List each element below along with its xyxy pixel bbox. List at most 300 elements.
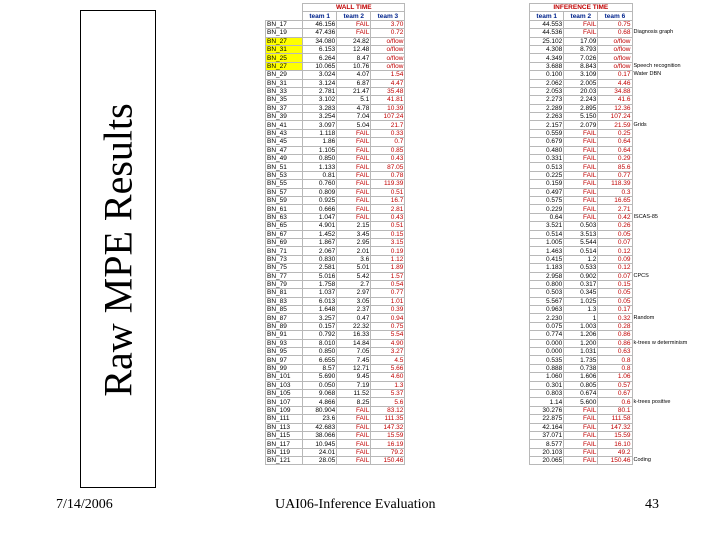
wall-time-cell: 1.867 <box>303 238 337 246</box>
table-row <box>266 138 720 146</box>
inference-time-cell: o/flow <box>598 62 632 70</box>
inference-time-cell: 25.102 <box>530 37 564 45</box>
category-note <box>632 20 720 28</box>
inference-time-cell: FAIL <box>564 20 598 28</box>
wall-time-cell: 1.758 <box>303 280 337 288</box>
wall-time-cell: 1.648 <box>303 306 337 314</box>
wall-time-cell: o/flow <box>371 45 405 53</box>
inference-time-cell: FAIL <box>564 129 598 137</box>
table-row <box>266 440 720 448</box>
row-gap <box>405 264 530 272</box>
wall-time-cell: 5.37 <box>371 389 405 397</box>
network-name-cell: BN_99 <box>266 364 303 372</box>
inference-time-cell: 3.513 <box>564 230 598 238</box>
table-row <box>266 196 720 204</box>
wall-time-cell: 4.901 <box>303 222 337 230</box>
inference-time-cell: 20.065 <box>530 457 564 465</box>
table-row <box>266 322 720 330</box>
network-name-cell: BN_115 <box>266 431 303 439</box>
table-row <box>266 180 720 188</box>
wall-time-cell: 0.792 <box>303 331 337 339</box>
inference-time-cell: 41.6 <box>598 96 632 104</box>
inference-time-cell: 0.514 <box>530 230 564 238</box>
wall-time-cell: 12.71 <box>337 364 371 372</box>
wall-time-cell: 2.95 <box>337 238 371 246</box>
category-note <box>632 238 720 246</box>
row-gap <box>405 373 530 381</box>
category-note <box>632 289 720 297</box>
inference-time-cell: 2.71 <box>598 205 632 213</box>
network-name-cell: BN_65 <box>266 222 303 230</box>
wall-time-cell: 1.3 <box>371 381 405 389</box>
category-note <box>632 54 720 62</box>
wall-time-cell: 83.12 <box>371 406 405 414</box>
header-gap <box>405 4 530 12</box>
network-name-cell: BN_71 <box>266 247 303 255</box>
header-spacer <box>266 4 303 12</box>
category-note <box>632 348 720 356</box>
wall-time-cell: FAIL <box>337 138 371 146</box>
column-header: team 1 <box>530 12 564 20</box>
inference-time-cell: 17.09 <box>564 37 598 45</box>
inference-time-cell: 0.28 <box>598 322 632 330</box>
inference-time-cell: 37.071 <box>530 431 564 439</box>
table-row <box>266 79 720 87</box>
table-row <box>266 29 720 37</box>
network-name-cell: BN_53 <box>266 171 303 179</box>
inference-time-cell: 0.503 <box>564 222 598 230</box>
wall-time-cell: 0.050 <box>303 381 337 389</box>
wall-time-cell: 6.013 <box>303 297 337 305</box>
wall-time-cell: 80.904 <box>303 406 337 414</box>
table-body <box>266 20 720 465</box>
wall-time-cell: 1.54 <box>371 71 405 79</box>
row-gap <box>405 322 530 330</box>
network-name-cell: BN_33 <box>266 87 303 95</box>
table-row <box>266 247 720 255</box>
inference-time-cell: FAIL <box>564 29 598 37</box>
row-gap <box>405 423 530 431</box>
table-row <box>266 264 720 272</box>
wall-time-cell: 4.78 <box>337 104 371 112</box>
wall-time-cell: 5.42 <box>337 272 371 280</box>
wall-time-cell: 11.52 <box>337 389 371 397</box>
row-gap <box>405 398 530 406</box>
wall-time-header: WALL TIME <box>303 4 405 12</box>
table-row <box>266 87 720 95</box>
wall-time-cell: 79.2 <box>371 448 405 456</box>
wall-time-cell: 3.102 <box>303 96 337 104</box>
wall-time-cell: 6.153 <box>303 45 337 53</box>
inference-time-cell: 2.053 <box>530 87 564 95</box>
table-row <box>266 238 720 246</box>
inference-time-cell: 0.805 <box>564 381 598 389</box>
inference-time-cell: 8.577 <box>530 440 564 448</box>
table-row <box>266 356 720 364</box>
inference-time-cell: FAIL <box>564 440 598 448</box>
category-note <box>632 79 720 87</box>
row-gap <box>405 129 530 137</box>
table-row <box>266 222 720 230</box>
inference-time-cell: 0.533 <box>564 264 598 272</box>
wall-time-cell: 47.436 <box>303 29 337 37</box>
wall-time-cell: 1.047 <box>303 213 337 221</box>
inference-time-cell: 0.159 <box>530 180 564 188</box>
inference-time-cell: 0.75 <box>598 20 632 28</box>
category-note <box>632 96 720 104</box>
column-header: team 3 <box>371 12 405 20</box>
inference-time-cell: 0.17 <box>598 306 632 314</box>
inference-time-cell: 7.026 <box>564 54 598 62</box>
row-gap <box>405 348 530 356</box>
inference-time-cell: 1.2 <box>564 255 598 263</box>
row-gap <box>405 163 530 171</box>
inference-time-cell: FAIL <box>564 146 598 154</box>
wall-time-cell: 22.32 <box>337 322 371 330</box>
table-row <box>266 205 720 213</box>
row-gap <box>405 415 530 423</box>
inference-time-cell: 1 <box>564 314 598 322</box>
category-note <box>632 129 720 137</box>
wall-time-cell: 0.85 <box>371 146 405 154</box>
network-name-cell: BN_107 <box>266 398 303 406</box>
inference-time-cell: 147.32 <box>598 423 632 431</box>
header-note-spacer <box>632 4 720 12</box>
inference-time-cell: 34.88 <box>598 87 632 95</box>
inference-time-cell: 1.060 <box>530 373 564 381</box>
table-row <box>266 448 720 456</box>
inference-time-cell: FAIL <box>564 205 598 213</box>
inference-time-cell: 1.031 <box>564 348 598 356</box>
inference-time-cell: 0.575 <box>530 196 564 204</box>
inference-time-cell: 1.606 <box>564 373 598 381</box>
wall-time-cell: 28.05 <box>303 457 337 465</box>
inference-time-cell: 0.12 <box>598 247 632 255</box>
network-name-cell: BN_97 <box>266 356 303 364</box>
row-gap <box>405 104 530 112</box>
wall-time-cell: 119.39 <box>371 180 405 188</box>
wall-time-cell: 5.016 <box>303 272 337 280</box>
network-name-cell: BN_61 <box>266 205 303 213</box>
row-gap <box>405 331 530 339</box>
inference-time-cell: FAIL <box>564 163 598 171</box>
inference-time-cell: 2.263 <box>530 113 564 121</box>
category-note <box>632 188 720 196</box>
inference-time-cell: 0.42 <box>598 213 632 221</box>
wall-time-cell: 3.283 <box>303 104 337 112</box>
inference-time-cell: 0.535 <box>530 356 564 364</box>
table-row <box>266 398 720 406</box>
wall-time-cell: 2.781 <box>303 87 337 95</box>
wall-time-cell: 0.925 <box>303 196 337 204</box>
inference-time-cell: 0.57 <box>598 381 632 389</box>
table-row <box>266 62 720 70</box>
footer-title: UAI06-Inference Evaluation <box>275 497 436 512</box>
inference-time-cell: 3.688 <box>530 62 564 70</box>
network-name-cell: BN_45 <box>266 138 303 146</box>
inference-time-cell: FAIL <box>564 415 598 423</box>
category-note <box>632 356 720 364</box>
wall-time-cell: 24.01 <box>303 448 337 456</box>
wall-time-cell: 107.24 <box>371 113 405 121</box>
wall-time-cell: 0.51 <box>371 188 405 196</box>
inference-time-cell: 0.331 <box>530 155 564 163</box>
inference-time-cell: 0.67 <box>598 389 632 397</box>
inference-time-cell: 111.58 <box>598 415 632 423</box>
row-gap <box>405 289 530 297</box>
inference-time-cell: FAIL <box>564 180 598 188</box>
inference-time-cell: FAIL <box>564 171 598 179</box>
wall-time-cell: 1.01 <box>371 297 405 305</box>
network-name-cell: BN_31 <box>266 79 303 87</box>
inference-time-cell: 0.480 <box>530 146 564 154</box>
table-row <box>266 213 720 221</box>
row-gap <box>405 440 530 448</box>
wall-time-cell: 0.760 <box>303 180 337 188</box>
wall-time-cell: 8.57 <box>303 364 337 372</box>
category-note: Coding <box>633 457 651 464</box>
network-name-cell: BN_81 <box>266 289 303 297</box>
network-name-cell: BN_91 <box>266 331 303 339</box>
wall-time-cell: FAIL <box>337 448 371 456</box>
category-note <box>632 297 720 305</box>
wall-time-cell: 3.024 <box>303 71 337 79</box>
inference-time-cell: 0.803 <box>530 389 564 397</box>
table-row <box>266 45 720 53</box>
wall-time-cell: 5.6 <box>371 398 405 406</box>
network-name-cell: BN_49 <box>266 155 303 163</box>
wall-time-cell: 41.81 <box>371 96 405 104</box>
wall-time-cell: 0.94 <box>371 314 405 322</box>
category-note <box>632 415 720 423</box>
table-row <box>266 171 720 179</box>
row-gap <box>405 255 530 263</box>
wall-time-cell: 0.77 <box>371 289 405 297</box>
inference-time-cell: 4.308 <box>530 45 564 53</box>
inference-time-cell: 8.793 <box>564 45 598 53</box>
inference-time-cell: o/flow <box>598 45 632 53</box>
inference-time-cell: 2.273 <box>530 96 564 104</box>
wall-time-cell: 87.05 <box>371 163 405 171</box>
wall-time-cell: 8.25 <box>337 398 371 406</box>
network-name-cell: BN_117 <box>266 440 303 448</box>
wall-time-cell: FAIL <box>337 20 371 28</box>
table-row <box>266 113 720 121</box>
column-header-spacer <box>266 12 303 20</box>
network-name-cell: BN_27 <box>266 37 303 45</box>
wall-time-cell: FAIL <box>337 155 371 163</box>
row-gap <box>405 457 530 465</box>
wall-time-cell: 1.133 <box>303 163 337 171</box>
row-gap <box>405 213 530 221</box>
wall-time-cell: FAIL <box>337 431 371 439</box>
category-note <box>632 406 720 414</box>
inference-time-cell: 0.07 <box>598 238 632 246</box>
inference-time-cell: 20.103 <box>530 448 564 456</box>
wall-time-cell: 2.81 <box>371 205 405 213</box>
wall-time-cell: 7.19 <box>337 381 371 389</box>
inference-time-cell: 5.567 <box>530 297 564 305</box>
wall-time-cell: 4.866 <box>303 398 337 406</box>
category-note <box>632 255 720 263</box>
wall-time-cell: 5.66 <box>371 364 405 372</box>
network-name-cell: BN_39 <box>266 113 303 121</box>
wall-time-cell: 5.54 <box>371 331 405 339</box>
inference-time-cell: FAIL <box>564 196 598 204</box>
row-gap <box>405 171 530 179</box>
row-gap <box>405 180 530 188</box>
wall-time-cell: 4.47 <box>371 79 405 87</box>
row-gap <box>405 406 530 414</box>
category-note <box>632 440 720 448</box>
row-gap <box>405 314 530 322</box>
inference-time-cell: 107.24 <box>598 113 632 121</box>
inference-time-cell: 0.301 <box>530 381 564 389</box>
inference-time-cell: 5.544 <box>564 238 598 246</box>
category-note <box>632 373 720 381</box>
inference-time-cell: 0.559 <box>530 129 564 137</box>
category-note <box>632 381 720 389</box>
table-row <box>266 230 720 238</box>
category-note: ISCAS-85 <box>633 213 658 220</box>
row-gap <box>405 121 530 129</box>
inference-time-cell: 2.005 <box>564 79 598 87</box>
wall-time-cell: FAIL <box>337 213 371 221</box>
wall-time-cell: 7.05 <box>337 348 371 356</box>
wall-time-cell: 0.15 <box>371 230 405 238</box>
footer-date: 7/14/2006 <box>56 497 113 512</box>
wall-time-cell: 0.43 <box>371 213 405 221</box>
inference-time-cell: 0.63 <box>598 348 632 356</box>
inference-time-cell: 3.521 <box>530 222 564 230</box>
inference-time-cell: 0.345 <box>564 289 598 297</box>
category-note <box>632 180 720 188</box>
inference-time-cell: 0.26 <box>598 222 632 230</box>
category-note <box>632 163 720 171</box>
inference-time-cell: 0.86 <box>598 331 632 339</box>
table-row <box>266 104 720 112</box>
wall-time-cell: 3.05 <box>337 297 371 305</box>
inference-time-cell: 1.463 <box>530 247 564 255</box>
table-row <box>266 20 720 28</box>
network-name-cell: BN_101 <box>266 373 303 381</box>
wall-time-cell: 3.257 <box>303 314 337 322</box>
wall-time-cell: 4.90 <box>371 339 405 347</box>
inference-time-cell: 0.3 <box>598 188 632 196</box>
wall-time-cell: 3.254 <box>303 113 337 121</box>
inference-time-cell: 118.39 <box>598 180 632 188</box>
inference-time-cell: 2.243 <box>564 96 598 104</box>
inference-time-cell: 49.2 <box>598 448 632 456</box>
network-name-cell: BN_31 <box>266 45 303 53</box>
table-row <box>266 431 720 439</box>
inference-time-cell: 0.86 <box>598 339 632 347</box>
row-gap <box>405 138 530 146</box>
category-note: Speech recognition <box>633 62 681 69</box>
wall-time-cell: 0.33 <box>371 129 405 137</box>
inference-time-cell: 0.17 <box>598 71 632 79</box>
inference-time-cell: 0.800 <box>530 280 564 288</box>
wall-time-cell: FAIL <box>337 423 371 431</box>
network-name-cell: BN_17 <box>266 20 303 28</box>
network-name-cell: BN_85 <box>266 306 303 314</box>
inference-time-cell: 0.415 <box>530 255 564 263</box>
wall-time-cell: 1.57 <box>371 272 405 280</box>
inference-time-cell: 0.32 <box>598 314 632 322</box>
category-note <box>632 247 720 255</box>
wall-time-cell: 1.105 <box>303 146 337 154</box>
inference-time-cell: 0.503 <box>530 289 564 297</box>
wall-time-cell: o/flow <box>371 37 405 45</box>
wall-time-cell: 2.581 <box>303 264 337 272</box>
inference-time-cell: 5.600 <box>564 398 598 406</box>
wall-time-cell: 0.850 <box>303 348 337 356</box>
network-name-cell: BN_37 <box>266 104 303 112</box>
wall-time-cell: 0.19 <box>371 247 405 255</box>
table-row <box>266 406 720 414</box>
network-name-cell: BN_29 <box>266 71 303 79</box>
wall-time-cell: 16.19 <box>371 440 405 448</box>
row-gap <box>405 54 530 62</box>
table-row <box>266 155 720 163</box>
wall-time-cell: 10.065 <box>303 62 337 70</box>
network-name-cell: BN_27 <box>266 62 303 70</box>
table-row <box>266 306 720 314</box>
wall-time-cell: 1.12 <box>371 255 405 263</box>
inference-time-cell: 8.843 <box>564 62 598 70</box>
inference-time-cell: o/flow <box>598 54 632 62</box>
wall-time-cell: 4.60 <box>371 373 405 381</box>
wall-time-cell: 5.04 <box>337 121 371 129</box>
table-row <box>266 71 720 79</box>
row-gap <box>405 280 530 288</box>
wall-time-cell: FAIL <box>337 180 371 188</box>
table-row <box>266 163 720 171</box>
wall-time-cell: 4.07 <box>337 71 371 79</box>
wall-time-cell: 1.037 <box>303 289 337 297</box>
category-note <box>632 37 720 45</box>
row-gap <box>405 29 530 37</box>
wall-time-cell: FAIL <box>337 163 371 171</box>
wall-time-cell: 0.666 <box>303 205 337 213</box>
row-gap <box>405 230 530 238</box>
wall-time-cell: 24.82 <box>337 37 371 45</box>
table-row <box>266 415 720 423</box>
inference-time-cell: 44.536 <box>530 29 564 37</box>
network-name-cell: BN_79 <box>266 280 303 288</box>
wall-time-cell: 3.6 <box>337 255 371 263</box>
inference-time-cell: 0.738 <box>564 364 598 372</box>
table-row <box>266 373 720 381</box>
category-note <box>632 431 720 439</box>
column-header: team 1 <box>303 12 337 20</box>
inference-time-cell: 0.888 <box>530 364 564 372</box>
inference-time-cell: 4.46 <box>598 79 632 87</box>
inference-time-cell: 2.062 <box>530 79 564 87</box>
inference-time-cell: 1.003 <box>564 322 598 330</box>
inference-time-cell: 0.679 <box>530 138 564 146</box>
inference-time-cell: FAIL <box>564 457 598 465</box>
inference-time-cell: 0.513 <box>530 163 564 171</box>
wall-time-cell: 150.46 <box>371 457 405 465</box>
row-gap <box>405 431 530 439</box>
column-header-gap <box>405 12 530 20</box>
inference-time-cell: 16.65 <box>598 196 632 204</box>
wall-time-cell: 34.080 <box>303 37 337 45</box>
inference-time-cell: 30.276 <box>530 406 564 414</box>
inference-time-cell: 3.109 <box>564 71 598 79</box>
row-gap <box>405 79 530 87</box>
